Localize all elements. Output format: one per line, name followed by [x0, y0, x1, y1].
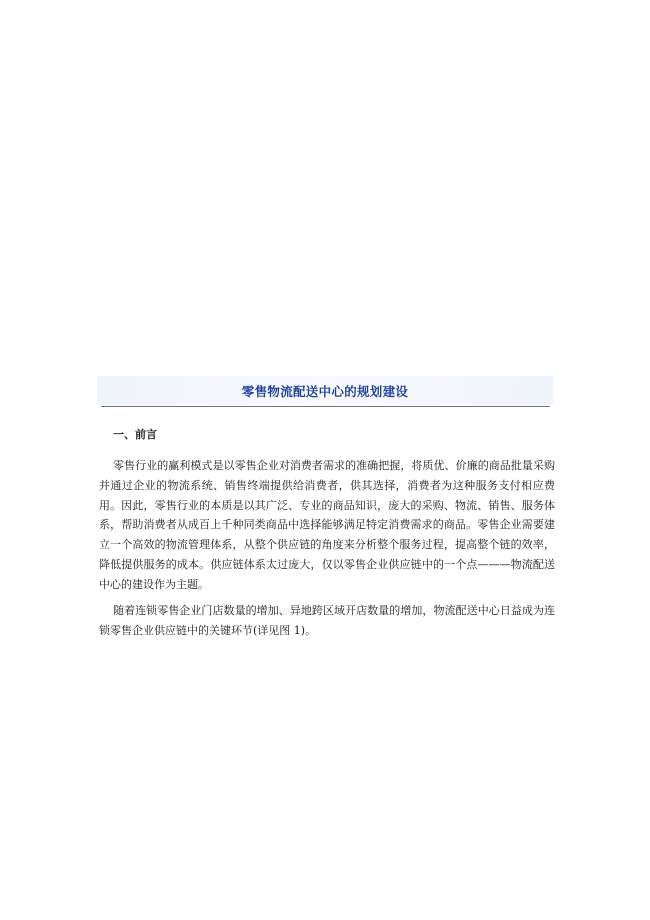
paragraph: 零售行业的赢利模式是以零售企业对消费者需求的准确把握，将质优、价廉的商品批量采购并通过企业的物流系统、销售终端提供给消费者，供其选择，消费者为这种服务支付相应费用。因此，零售行业的本质是以其广泛、专业的商品知识，庞大的采购、物流、销售、服务体系，帮助消费者从成百上千种同类商品中选择能够满足特定消费需求的商品。零售企业需要建立一个高效的物流管理体系，从整个供应链的角度来分析整个服务过程，提高整个链的效率，降低提供服务的成本。供应链体系太过庞大，仅以零售企业供应链中的一个点———物流配送中心的建设作为主题。 — [99, 459, 555, 591]
document-title: 零售物流配送中心的规划建设 — [241, 384, 409, 399]
section-heading: 一、前言 — [113, 428, 157, 441]
paragraph: 随着连锁零售企业门店数量的增加、异地跨区域开店数量的增加，物流配送中心日益成为连锁零售企业供应链中的关键环节(详见图 1)。 — [99, 604, 555, 637]
title-divider — [101, 406, 550, 407]
title-band — [97, 376, 553, 405]
